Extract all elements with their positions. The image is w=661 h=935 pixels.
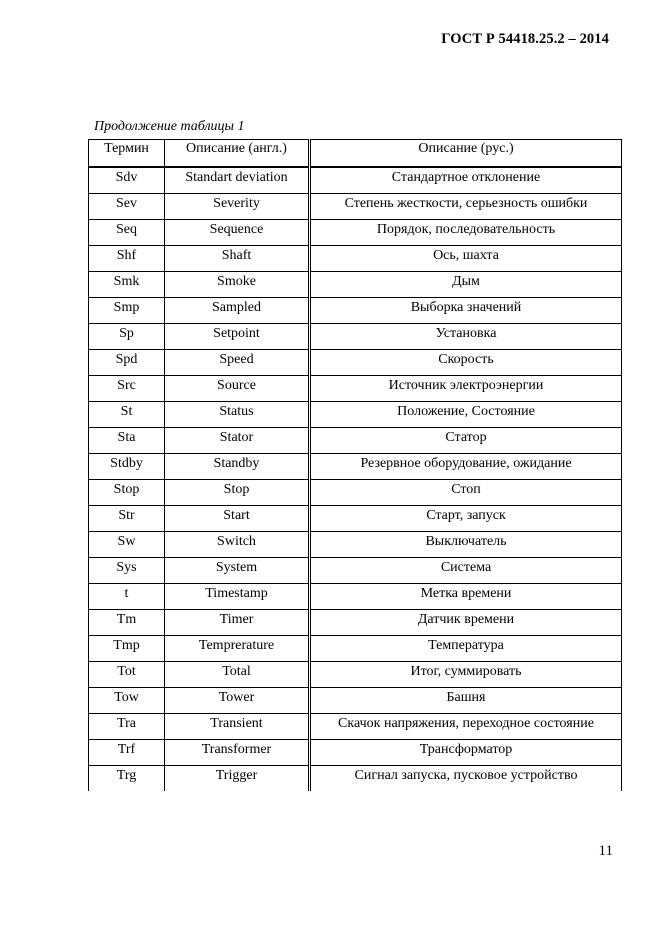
term-cell: Shf xyxy=(89,246,165,272)
english-description-cell: Timestamp xyxy=(165,584,310,610)
english-description-cell: Tower xyxy=(165,688,310,714)
table-body xyxy=(89,167,622,791)
term-cell: Tmp xyxy=(89,636,165,662)
russian-description-cell: Статор xyxy=(310,428,622,454)
table-row xyxy=(89,324,622,350)
term-cell: Tm xyxy=(89,610,165,636)
english-description-cell: Stator xyxy=(165,428,310,454)
english-description-cell: Stop xyxy=(165,480,310,506)
term-cell: Trf xyxy=(89,740,165,766)
table-header-row xyxy=(89,140,622,168)
term-cell: Sev xyxy=(89,194,165,220)
english-description-cell: Switch xyxy=(165,532,310,558)
english-description-cell: Start xyxy=(165,506,310,532)
table-row xyxy=(89,480,622,506)
term-cell: Sw xyxy=(89,532,165,558)
english-description-cell: Severity xyxy=(165,194,310,220)
table-row xyxy=(89,714,622,740)
english-description-cell: Setpoint xyxy=(165,324,310,350)
english-description-cell: Transient xyxy=(165,714,310,740)
russian-description-cell: Положение, Состояние xyxy=(310,402,622,428)
english-description-cell: Status xyxy=(165,402,310,428)
term-cell: Trg xyxy=(89,766,165,792)
russian-description-cell: Резервное оборудование, ожидание xyxy=(310,454,622,480)
russian-description-cell: Скорость xyxy=(310,350,622,376)
russian-description-cell: Установка xyxy=(310,324,622,350)
english-description-cell: Sampled xyxy=(165,298,310,324)
russian-description-cell: Скачок напряжения, переходное состояние xyxy=(310,714,622,740)
term-cell: Tra xyxy=(89,714,165,740)
english-description-cell: Timer xyxy=(165,610,310,636)
english-description-cell: Sequence xyxy=(165,220,310,246)
term-cell: Sdv xyxy=(89,167,165,194)
english-description-cell: Source xyxy=(165,376,310,402)
russian-description-cell: Температура xyxy=(310,636,622,662)
russian-description-cell: Башня xyxy=(310,688,622,714)
table-row xyxy=(89,194,622,220)
russian-description-cell: Ось, шахта xyxy=(310,246,622,272)
english-description-cell: Standart deviation xyxy=(165,167,310,194)
table-row xyxy=(89,272,622,298)
russian-description-cell: Сигнал запуска, пусковое устройство xyxy=(310,766,622,792)
russian-description-cell: Степень жесткости, серьезность ошибки xyxy=(310,194,622,220)
table-row xyxy=(89,454,622,480)
russian-description-cell: Стоп xyxy=(310,480,622,506)
russian-description-cell: Трансформатор xyxy=(310,740,622,766)
table-row xyxy=(89,662,622,688)
english-description-cell: Transformer xyxy=(165,740,310,766)
russian-description-cell: Метка времени xyxy=(310,584,622,610)
russian-description-cell: Дым xyxy=(310,272,622,298)
term-cell: Spd xyxy=(89,350,165,376)
term-cell: Stop xyxy=(89,480,165,506)
english-description-cell: Temprerature xyxy=(165,636,310,662)
term-cell: Sys xyxy=(89,558,165,584)
term-cell: Tow xyxy=(89,688,165,714)
table-row xyxy=(89,610,622,636)
english-description-cell: Standby xyxy=(165,454,310,480)
term-cell: Src xyxy=(89,376,165,402)
table-row xyxy=(89,402,622,428)
english-description-cell: Trigger xyxy=(165,766,310,792)
column-header-term: Термин xyxy=(89,140,165,168)
term-cell: t xyxy=(89,584,165,610)
table-row xyxy=(89,167,622,194)
term-cell: Seq xyxy=(89,220,165,246)
english-description-cell: System xyxy=(165,558,310,584)
term-cell: Sta xyxy=(89,428,165,454)
column-header-english: Описание (англ.) xyxy=(165,140,310,168)
table-row xyxy=(89,350,622,376)
table-row xyxy=(89,428,622,454)
russian-description-cell: Выключатель xyxy=(310,532,622,558)
table-row xyxy=(89,506,622,532)
russian-description-cell: Стандартное отклонение xyxy=(310,167,622,194)
russian-description-cell: Старт, запуск xyxy=(310,506,622,532)
table-row xyxy=(89,532,622,558)
term-cell: Tot xyxy=(89,662,165,688)
term-cell: Sp xyxy=(89,324,165,350)
russian-description-cell: Система xyxy=(310,558,622,584)
document-header: ГОСТ Р 54418.25.2 – 2014 xyxy=(441,31,609,47)
table-caption: Продолжение таблицы 1 xyxy=(94,119,245,134)
russian-description-cell: Порядок, последовательность xyxy=(310,220,622,246)
russian-description-cell: Датчик времени xyxy=(310,610,622,636)
russian-description-cell: Источник электроэнергии xyxy=(310,376,622,402)
table-row xyxy=(89,220,622,246)
column-header-russian: Описание (рус.) xyxy=(310,140,622,168)
table-row xyxy=(89,766,622,792)
table-row xyxy=(89,688,622,714)
russian-description-cell: Выборка значений xyxy=(310,298,622,324)
russian-description-cell: Итог, суммировать xyxy=(310,662,622,688)
term-cell: Stdby xyxy=(89,454,165,480)
english-description-cell: Shaft xyxy=(165,246,310,272)
table-row xyxy=(89,376,622,402)
english-description-cell: Speed xyxy=(165,350,310,376)
table-row xyxy=(89,298,622,324)
term-cell: Smk xyxy=(89,272,165,298)
term-cell: Str xyxy=(89,506,165,532)
term-cell: Smp xyxy=(89,298,165,324)
page-number: 11 xyxy=(598,843,613,859)
english-description-cell: Smoke xyxy=(165,272,310,298)
abbreviations-table xyxy=(88,139,622,791)
table-row xyxy=(89,740,622,766)
table-row xyxy=(89,636,622,662)
table-row xyxy=(89,246,622,272)
table-row xyxy=(89,584,622,610)
table-row xyxy=(89,558,622,584)
english-description-cell: Total xyxy=(165,662,310,688)
term-cell: St xyxy=(89,402,165,428)
